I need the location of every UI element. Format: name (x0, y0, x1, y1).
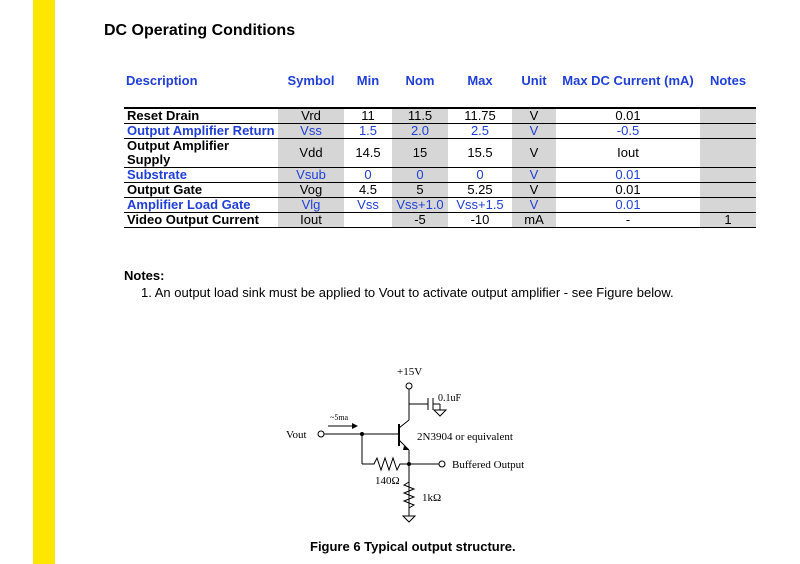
cell-max: 11.75 (448, 108, 512, 124)
transistor-label: 2N3904 or equivalent (417, 431, 513, 443)
header-notes: Notes (709, 73, 747, 88)
table-row (124, 183, 756, 198)
cell-symbol: Vrd (278, 108, 344, 124)
cell-nom: 15 (392, 139, 448, 168)
cell-symbol: Vog (278, 183, 344, 198)
cell-min: 0 (344, 168, 392, 183)
cell-nom: Vss+1.0 (392, 198, 448, 213)
header-description: Description (126, 73, 198, 88)
cell-max: 5.25 (448, 183, 512, 198)
transistor-collector (399, 420, 409, 428)
cell-max-dc-current: 0.01 (556, 183, 700, 198)
cell-min: 1.5 (344, 124, 392, 139)
cell-unit: V (512, 183, 556, 198)
cell-unit: V (512, 198, 556, 213)
cell-min: 11 (344, 108, 392, 124)
ground-icon (434, 410, 446, 416)
cell-notes: 1 (700, 213, 756, 228)
notes-heading: Notes: (124, 268, 165, 283)
cell-max-dc-current: Iout (556, 139, 700, 168)
cell-min (344, 213, 392, 228)
cell-min: 14.5 (344, 139, 392, 168)
cell-nom: -5 (392, 213, 448, 228)
cell-max-dc-current: - (556, 213, 700, 228)
header-unit: Unit (521, 73, 547, 88)
cell-min: 4.5 (344, 183, 392, 198)
cell-symbol: Vlg (278, 198, 344, 213)
cell-max: 2.5 (448, 124, 512, 139)
yellow-margin-bar (33, 0, 55, 564)
note-item: 1. An output load sink must be applied to Vout to activate output amplifier - see Figure below. (141, 285, 674, 300)
buffered-output-label: Buffered Output (452, 459, 525, 471)
cell-notes (700, 108, 756, 124)
resistor-140-label: 140Ω (375, 475, 400, 487)
table-header-row (124, 73, 756, 108)
cell-max: 15.5 (448, 139, 512, 168)
cell-symbol: Iout (278, 213, 344, 228)
cell-notes (700, 183, 756, 198)
supply-label: +15V (397, 366, 423, 378)
cell-unit: V (512, 124, 556, 139)
header-symbol: Symbol (287, 73, 335, 88)
cell-unit: V (512, 139, 556, 168)
ground-icon (403, 516, 415, 522)
cell-notes (700, 124, 756, 139)
cell-description: Reset Drain (124, 108, 278, 124)
table-body (124, 108, 756, 228)
cell-unit: V (512, 168, 556, 183)
vout-label: Vout (286, 429, 307, 441)
cell-notes (700, 139, 756, 168)
table-row (124, 139, 756, 168)
header-nom: Nom (405, 73, 435, 88)
cell-nom: 2.0 (392, 124, 448, 139)
vout-terminal (318, 431, 324, 437)
cell-description: Output Gate (124, 183, 278, 198)
cell-max: 0 (448, 168, 512, 183)
cap-label: 0.1uF (438, 393, 462, 404)
cell-nom: 5 (392, 183, 448, 198)
cell-unit: V (512, 108, 556, 124)
page-title: DC Operating Conditions (104, 22, 296, 39)
buffered-output-terminal (439, 461, 445, 467)
cell-nom: 0 (392, 168, 448, 183)
current-label: ~5ma (330, 413, 349, 422)
cell-description: Video Output Current (124, 213, 278, 228)
cell-description: Output Amplifier Supply (124, 139, 278, 168)
cell-min: Vss (344, 198, 392, 213)
table-row (124, 168, 756, 183)
cell-max-dc-current: -0.5 (556, 124, 700, 139)
header-max: Max (467, 73, 493, 88)
cell-description: Substrate (124, 168, 278, 183)
figure-caption: Figure 6 Typical output structure. (310, 539, 516, 554)
cell-max-dc-current: 0.01 (556, 168, 700, 183)
table-row (124, 108, 756, 124)
cell-max-dc-current: 0.01 (556, 108, 700, 124)
supply-terminal (406, 383, 412, 389)
cell-notes (700, 168, 756, 183)
cell-symbol: Vdd (278, 139, 344, 168)
cell-nom: 11.5 (392, 108, 448, 124)
header-max-dc-current: Max DC Current (mA) (562, 73, 694, 88)
cell-notes (700, 198, 756, 213)
cell-symbol: Vss (278, 124, 344, 139)
cell-max-dc-current: 0.01 (556, 198, 700, 213)
resistor-140-icon (362, 458, 409, 470)
output-circuit-diagram (280, 360, 540, 530)
cell-description: Output Amplifier Return (124, 124, 278, 139)
dc-conditions-table (124, 73, 756, 228)
arrow-head-icon (352, 423, 358, 429)
cell-max: -10 (448, 213, 512, 228)
table-row (124, 124, 756, 139)
header-min: Min (356, 73, 380, 88)
cell-symbol: Vsub (278, 168, 344, 183)
table-row (124, 198, 756, 213)
cell-max: Vss+1.5 (448, 198, 512, 213)
cell-description: Amplifier Load Gate (124, 198, 278, 213)
cell-unit: mA (512, 213, 556, 228)
resistor-1k-label: 1kΩ (422, 492, 442, 504)
table-row (124, 213, 756, 228)
